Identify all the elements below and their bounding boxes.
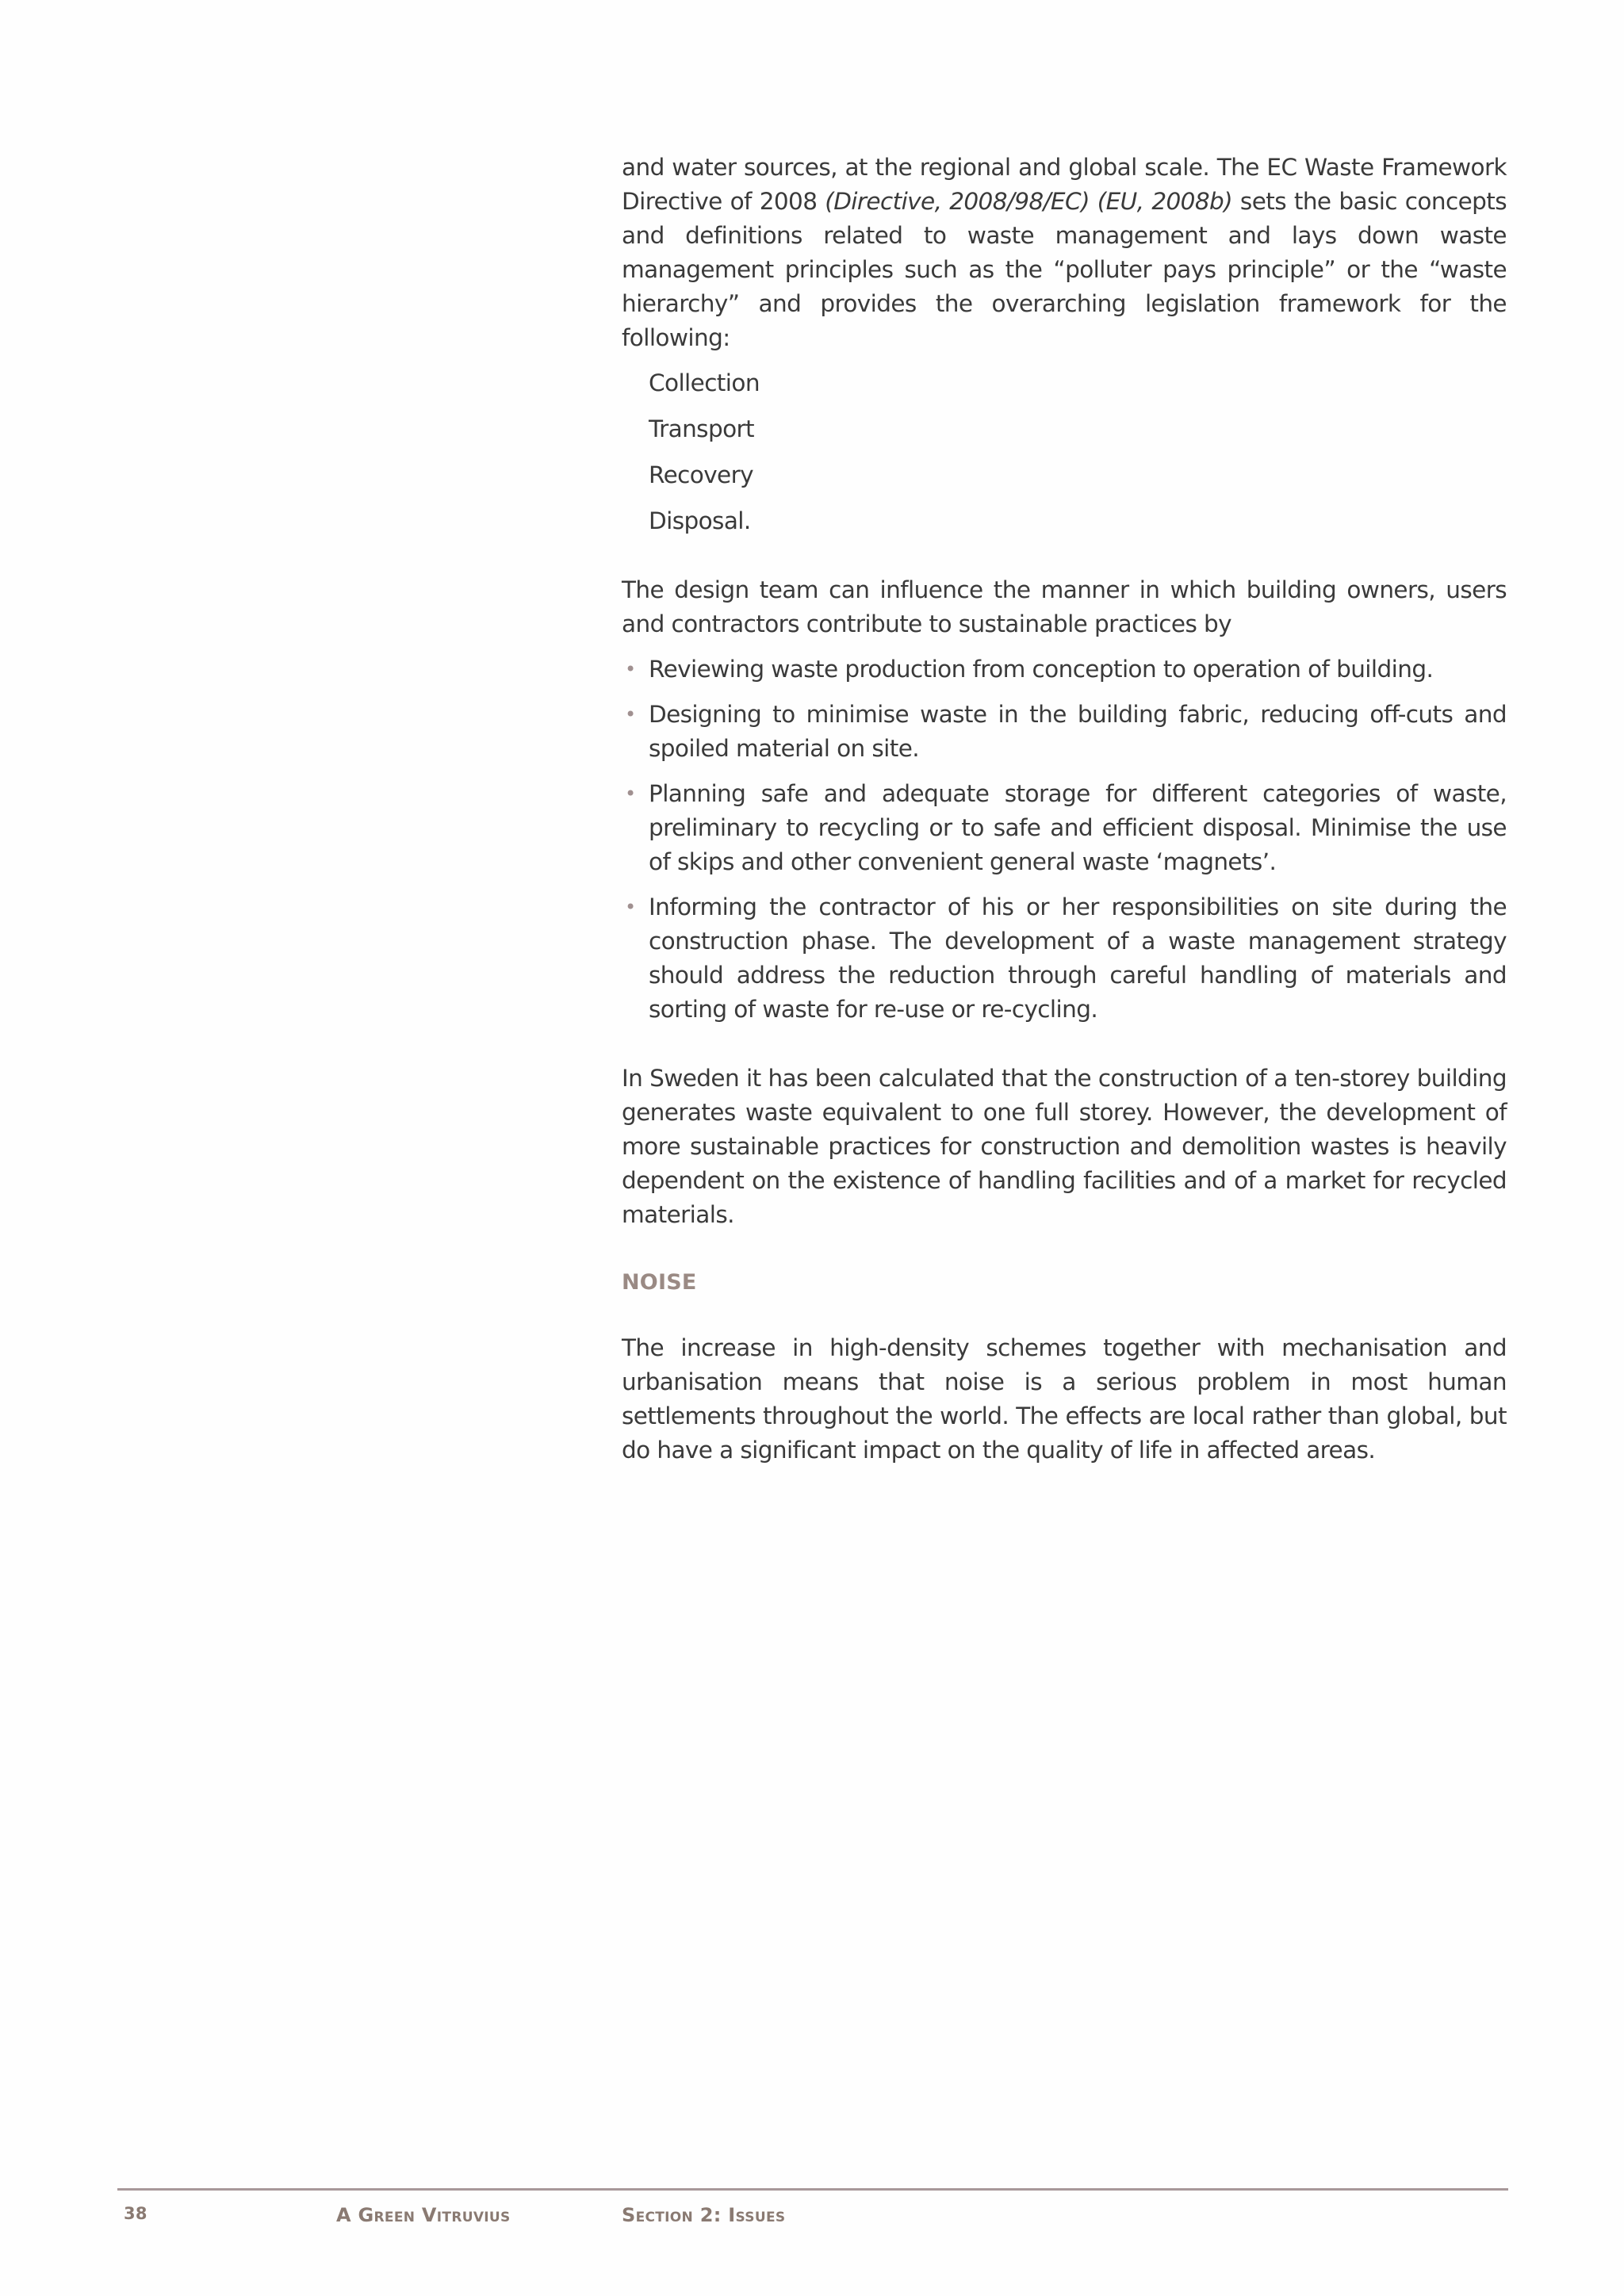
list-item: Collection	[649, 369, 760, 396]
intro-paragraph	[622, 151, 1507, 355]
list-item: • Informing the contractor of his or her responsibilities on site during the construction phase. The development of a waste management strategy should address the reduction through careful handling of materials and sorting of waste for re-use or re-cycling.	[622, 890, 1507, 1027]
list-item: Transport	[649, 415, 755, 442]
intro-text-start: and water sources, at the regional and global scale. The EC Waste Framework Directive of 2008	[622, 154, 1507, 215]
list-item: • Designing to minimise waste in the building fabric, reducing off-cuts and spoiled material on site.	[622, 698, 1507, 766]
book-title: A Green Vitruvius	[336, 2204, 511, 2226]
list-item: • Reviewing waste production from conception to operation of building.	[622, 652, 1507, 687]
intro-citation: (Directive, 2008/98/EC) (EU, 2008b)	[825, 188, 1233, 215]
footer-divider	[117, 2188, 1508, 2191]
sweden-paragraph: In Sweden it has been calculated that the construction of a ten-storey building generates waste equivalent to one full storey. However, the development of more sustainable practices for construction and demolition wastes is heavily dependent on the existence of handling facilities and of a market for recycled materials.	[622, 1065, 1507, 1228]
intro-text-end: sets the basic concepts and definitions related to waste management and lays down waste management principles such as the “polluter pays principle” or the “waste hierarchy” and provides the overarching legislation framework for the following:	[622, 188, 1507, 351]
design-team-paragraph: The design team can influence the manner in which building owners, users and contractors contribute to sustainable practices by	[622, 576, 1507, 637]
noise-heading: NOISE	[622, 1270, 697, 1295]
section-title: Section 2: Issues	[622, 2204, 786, 2226]
bullet-icon: •	[625, 896, 636, 918]
bullet-icon: •	[625, 703, 636, 725]
page-number: 38	[124, 2204, 147, 2223]
framework-list	[622, 366, 1507, 538]
list-item: • Planning safe and adequate storage for different categories of waste, preliminary to recycling or to safe and efficient disposal. Minimise the use of skips and other convenient general waste ‘magnets’.	[622, 777, 1507, 879]
list-item: Disposal.	[649, 507, 751, 534]
noise-paragraph: The increase in high-density schemes together with mechanisation and urbanisation means that noise is a serious problem in most human settlements throughout the world. The effects are local rather than global, but do have a significant impact on the quality of life in affected areas.	[622, 1334, 1507, 1464]
list-item: Recovery	[649, 461, 753, 488]
bullet-icon: •	[625, 783, 636, 805]
bullet-icon: •	[625, 658, 636, 680]
main-text-column	[622, 151, 1507, 1468]
practices-list	[622, 652, 1507, 1027]
